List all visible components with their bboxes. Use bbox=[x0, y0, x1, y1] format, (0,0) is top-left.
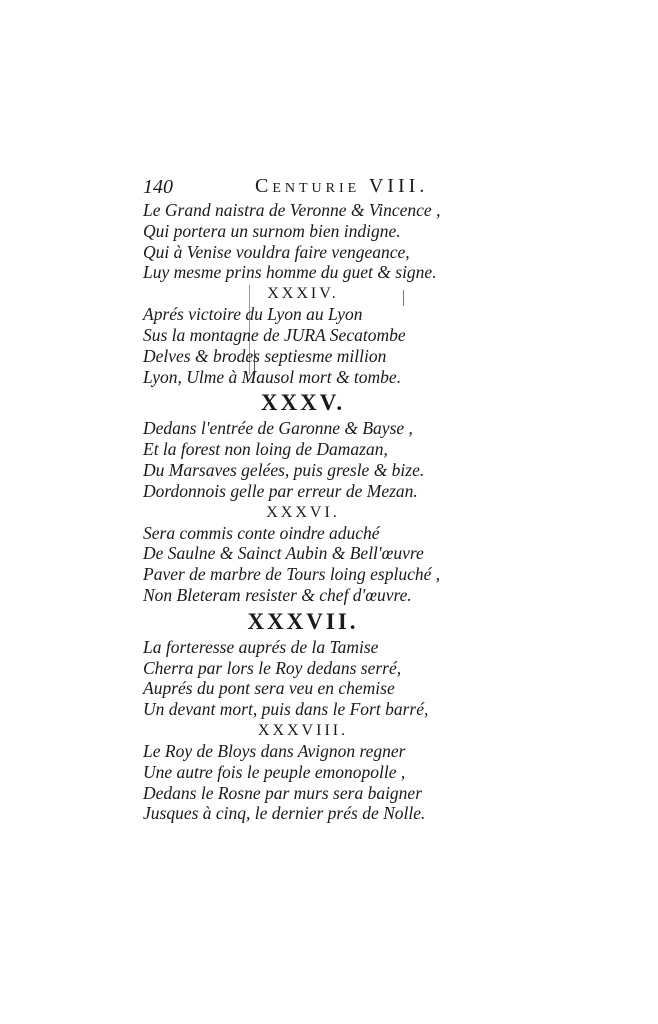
verse-line: Sera commis conte oindre aduché bbox=[143, 522, 380, 543]
quatrain-number: XXXV. bbox=[260, 390, 346, 416]
page-number: 140 bbox=[143, 176, 173, 198]
verse-line: Aprés victoire du Lyon au Lyon bbox=[143, 304, 363, 325]
verse-line: Le Grand naistra de Veronne & Vincence , bbox=[143, 200, 441, 220]
verse-line: Jusques à cinq, le dernier prés de Nolle. bbox=[143, 803, 426, 824]
running-title: Centurie VIII. bbox=[255, 175, 429, 197]
verse-line: Une autre fois le peuple emonopolle , bbox=[143, 761, 406, 782]
quatrain-number: XXXVIII. bbox=[257, 721, 349, 739]
verse-line: Qui à Venise vouldra faire vengeance, bbox=[143, 241, 410, 262]
verse-line: Non Bleteram resister & chef d'œuvre. bbox=[143, 584, 412, 605]
verse-line: Luy mesme prins homme du guet & signe. bbox=[143, 262, 437, 283]
verse-line: Du Marsaves gelées, puis gresle & bize. bbox=[143, 459, 425, 480]
quatrain-number: XXXVI. bbox=[266, 503, 340, 521]
verse-line: Lyon, Ulme à Mausol mort & tombe. bbox=[143, 366, 402, 387]
quatrain-number: XXXVII. bbox=[247, 608, 359, 634]
verse-line: Dedans l'entrée de Garonne & Bayse , bbox=[143, 418, 413, 439]
verse-line: La forteresse auprés de la Tamise bbox=[143, 636, 379, 657]
verse-line: Sus la montagne de JURA Secatombe bbox=[143, 324, 406, 345]
verse-line: Cherra par lors le Roy dedans serré, bbox=[143, 657, 402, 678]
verse-line: Le Roy de Bloys dans Avignon regner bbox=[143, 740, 406, 761]
verse-line: Delves & brodes septiesme million bbox=[143, 345, 387, 366]
verse-line: Auprés du pont sera veu en chemise bbox=[143, 678, 395, 699]
verse-line: Un devant mort, puis dans le Fort barré, bbox=[143, 699, 429, 720]
page-header bbox=[143, 176, 463, 202]
verse-line: Dedans le Rosne par murs sera baigner bbox=[143, 782, 423, 803]
verse-line: Paver de marbre de Tours loing espluché , bbox=[143, 564, 441, 585]
verse-line: Dordonnois gelle par erreur de Mezan. bbox=[143, 480, 418, 501]
quatrain-number: XXXIV. bbox=[267, 285, 339, 303]
verse-line: Et la forest non loing de Damazan, bbox=[143, 439, 388, 460]
verse-line: Qui portera un surnom bien indigne. bbox=[143, 220, 401, 241]
verse-line: De Saulne & Sainct Aubin & Bell'œuvre bbox=[143, 543, 424, 564]
quatrain-text bbox=[143, 200, 523, 824]
